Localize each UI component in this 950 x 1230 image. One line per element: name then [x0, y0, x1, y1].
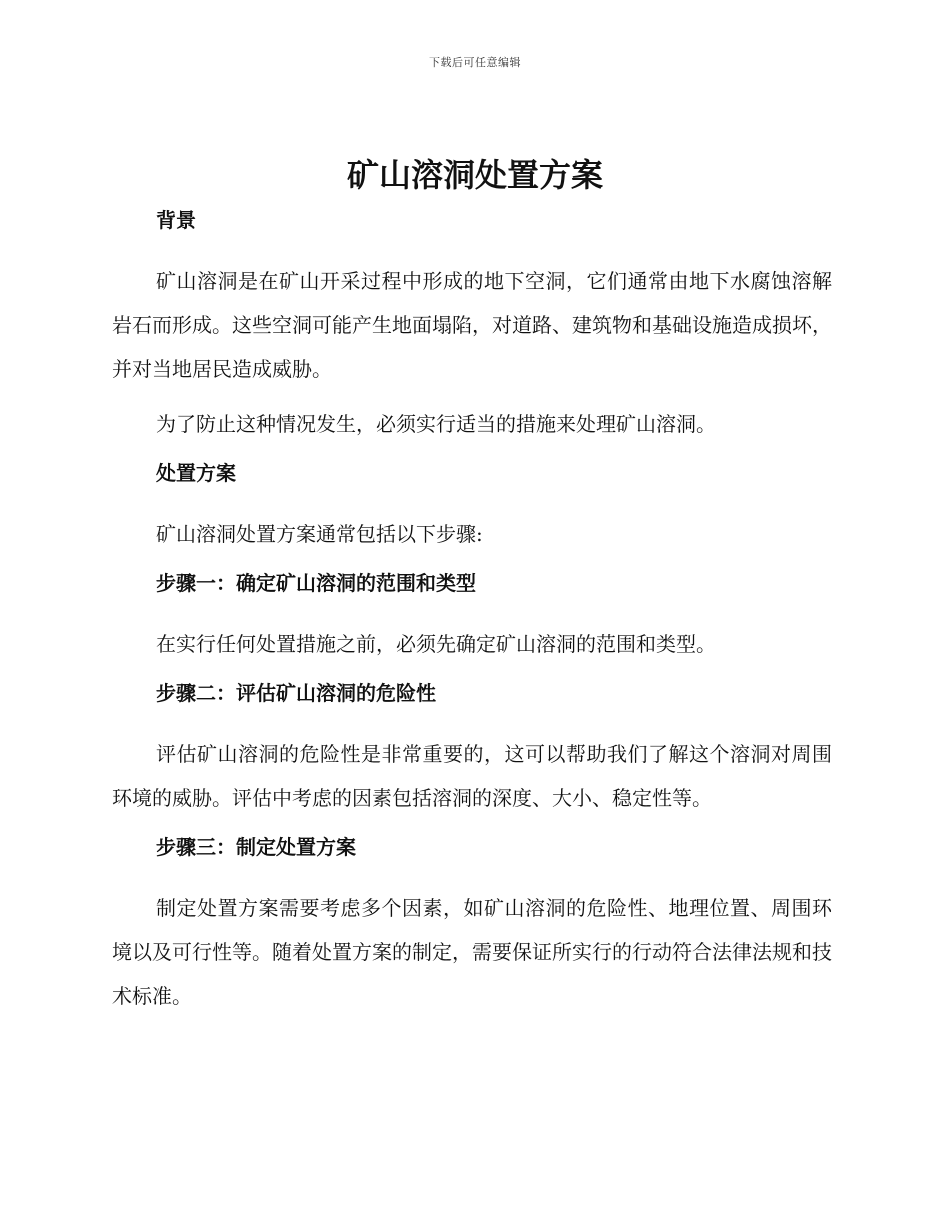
paragraph-background-2: 为了防止这种情况发生，必须实行适当的措施来处理矿山溶洞。 — [156, 412, 716, 436]
paragraph-step-1: 在实行任何处置措施之前，必须先确定矿山溶洞的范围和类型。 — [156, 632, 716, 656]
paragraph-step-2: 评估矿山溶洞的危险性是非常重要的，这可以帮助我们了解这个溶洞对周围环境的威胁。评估中考虑的因素包括溶洞的深度、大小、稳定性等。 — [112, 742, 832, 810]
paragraph-step-3: 制定处置方案需要考虑多个因素，如矿山溶洞的危险性、地理位置、周围环境以及可行性等。随着处置方案的制定，需要保证所实行的行动符合法律法规和技术标准。 — [112, 896, 832, 1008]
section-heading-plan: 处置方案 — [156, 461, 236, 485]
paragraph-background-1: 矿山溶洞是在矿山开采过程中形成的地下空洞，它们通常由地下水腐蚀溶解岩石而形成。这些空洞可能产生地面塌陷，对道路、建筑物和基础设施造成损坏，并对当地居民造成威胁。 — [112, 269, 832, 381]
step-heading-1: 步骤一：确定矿山溶洞的范围和类型 — [156, 571, 476, 595]
page-header: 下载后可任意编辑 — [429, 56, 521, 69]
step-heading-3: 步骤三：制定处置方案 — [156, 835, 356, 859]
document-body — [112, 204, 832, 1029]
paragraph-plan-intro: 矿山溶洞处置方案通常包括以下步骤: — [156, 522, 483, 546]
section-heading-background: 背景 — [156, 208, 196, 232]
document-title: 矿山溶洞处置方案 — [346, 156, 603, 194]
step-heading-2: 步骤二：评估矿山溶洞的危险性 — [156, 681, 436, 705]
